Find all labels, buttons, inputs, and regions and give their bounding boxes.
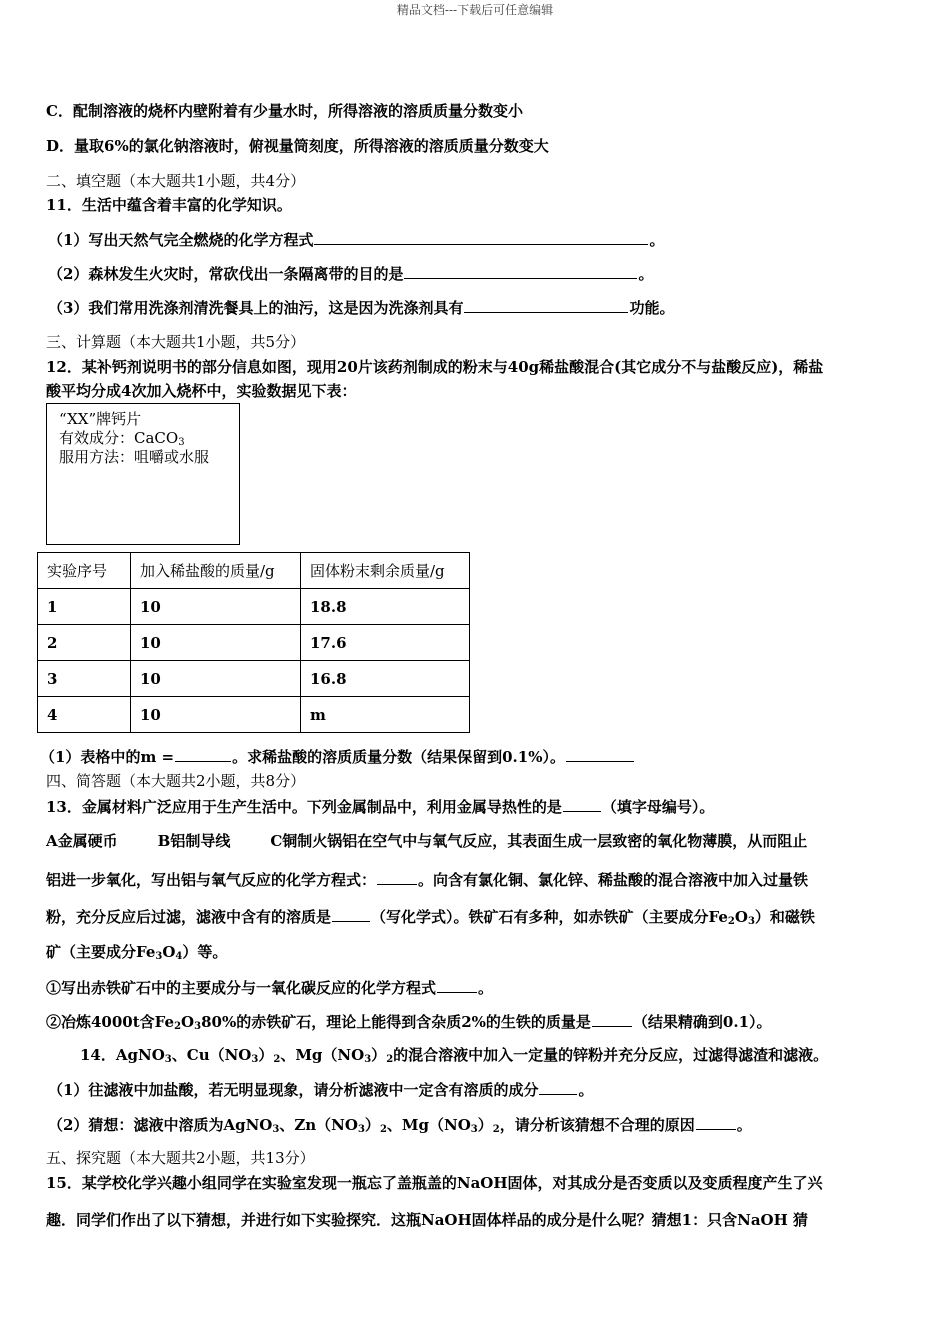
label-brand: “XX”牌钙片	[59, 410, 142, 428]
label-usage: 服用方法：咀嚼或水服	[59, 448, 210, 466]
question-13-line-2: A金属硬币 B铝制导线 C铜制火锅铝在空气中与氧气反应，其表面生成一层致密的氧化物薄膜，从而阻止	[46, 832, 808, 850]
table-cell: m	[301, 697, 470, 733]
medicine-label-box	[46, 403, 240, 545]
answer-blank	[464, 297, 628, 313]
question-11-part-2: （2）森林发生火灾时，常砍伐出一条隔离带的目的是 。	[48, 265, 654, 283]
question-14: 14．AgNO$_3$、$Cu(NO_3)_2$、$Mg(NO_3)_2$的混合溶液中加入一定量的锌粉并充分反应，过滤得滤渣和滤液。	[80, 1046, 829, 1065]
table-cell: 10	[131, 697, 301, 733]
question-13-line-4: 粉，充分反应后过滤，滤液中含有的溶质是 （写化学式）。铁矿石有多种，如赤铁矿（主要成分$Fe_2O_3$）和磁铁	[46, 908, 815, 927]
answer-blank	[377, 869, 417, 885]
question-13-line-3: 铝进一步氧化，写出铝与氧气反应的化学方程式： 。向含有氯化铜、氯化锌、稀盐酸的混合溶液中加入过量铁	[46, 871, 809, 889]
question-14-part-2: （2）猜想：滤液中溶质为AgNO$_3$、$Zn(NO_3)_2$、$Mg(NO_3)_2$，请分析该猜想不合理的原因 。	[48, 1116, 752, 1135]
section-2-title: 二、填空题（本大题共1小题，共4分）	[46, 172, 306, 190]
section-3-title: 三、计算题（本大题共1小题，共5分）	[46, 333, 306, 351]
question-11-part-1: （1）写出天然气完全燃烧的化学方程式 。	[48, 231, 665, 249]
option-c: C．配制溶液的烧杯内壁附着有少量水时，所得溶液的溶质质量分数变小	[46, 102, 523, 120]
table-cell: 16.8	[301, 661, 470, 697]
table-cell: 10	[131, 589, 301, 625]
answer-blank	[539, 1079, 577, 1095]
experiment-data-table	[37, 552, 470, 733]
section-5-title: 五、探究题（本大题共2小题，共13分）	[46, 1149, 315, 1167]
answer-blank	[332, 906, 370, 922]
table-header-cell: 实验序号	[38, 553, 131, 589]
question-13-part-2: ②冶炼4000t含$Fe_2O_380\%$的赤铁矿石，理论上能得到含杂质2%的生铁的质量是 （结果精确到0.1）。	[46, 1013, 772, 1032]
question-11: 11．生活中蕴含着丰富的化学知识。	[46, 196, 292, 214]
question-14-part-1: （1）往滤液中加盐酸，若无明显现象，请分析滤液中一定含有溶质的成分 。	[48, 1081, 594, 1099]
label-ingredient: 有效成分：CaCO$_3$	[59, 429, 185, 448]
table-row	[38, 589, 470, 625]
table-cell: 3	[38, 661, 131, 697]
table-row	[38, 625, 470, 661]
table-cell: 1	[38, 589, 131, 625]
question-12-part-1: （1）表格中的m = 。求稀盐酸的溶质质量分数（结果保留到0.1%）。	[40, 746, 635, 767]
question-13-line-1: 13．金属材料广泛应用于生产生活中。下列金属制品中，利用金属导热性的是 （填字母编号）。	[46, 798, 715, 816]
answer-blank	[592, 1011, 632, 1027]
question-12-line-2: 酸平均分成4次加入烧杯中，实验数据见下表：	[46, 382, 357, 400]
answer-blank	[566, 746, 634, 762]
table-cell: 10	[131, 661, 301, 697]
question-15-line-1: 15．某学校化学兴趣小组同学在实验室发现一瓶忘了盖瓶盖的NaOH固体，对其成分是否变质以及变质程度产生了兴	[46, 1174, 823, 1192]
answer-blank	[563, 796, 601, 812]
table-cell: 2	[38, 625, 131, 661]
section-4-title: 四、简答题（本大题共2小题，共8分）	[46, 772, 306, 790]
table-header-cell: 固体粉末剩余质量/g	[301, 553, 470, 589]
question-15-line-2: 趣．同学们作出了以下猜想，并进行如下实验探究．这瓶NaOH固体样品的成分是什么呢？猜想1：只含NaOH 猜	[46, 1211, 809, 1229]
answer-blank	[437, 977, 477, 993]
question-12-line-1: 12．某补钙剂说明书的部分信息如图，现用20片该药剂制成的粉末与40g稀盐酸混合(其它成分不与盐酸反应)，稀盐	[46, 358, 824, 376]
answer-blank	[175, 746, 231, 762]
table-cell: 18.8	[301, 589, 470, 625]
answer-blank	[314, 229, 648, 245]
table-cell: 17.6	[301, 625, 470, 661]
question-13-line-5: 矿（主要成分$Fe_3O_4$）等。	[46, 943, 228, 962]
table-header-row	[38, 553, 470, 589]
table-header-cell: 加入稀盐酸的质量/g	[131, 553, 301, 589]
question-13-part-1: ①写出赤铁矿石中的主要成分与一氧化碳反应的化学方程式 。	[46, 979, 494, 997]
page-header: 精品文档---下载后可任意编辑	[396, 3, 554, 17]
answer-blank	[404, 263, 637, 279]
option-d: D．量取6%的氯化钠溶液时，俯视量筒刻度，所得溶液的溶质质量分数变大	[46, 137, 549, 155]
table-row	[38, 697, 470, 733]
answer-blank	[696, 1114, 736, 1130]
table-cell: 4	[38, 697, 131, 733]
table-row	[38, 661, 470, 697]
table-cell: 10	[131, 625, 301, 661]
question-11-part-3: （3）我们常用洗涤剂清洗餐具上的油污，这是因为洗涤剂具有 功能。	[48, 299, 675, 317]
